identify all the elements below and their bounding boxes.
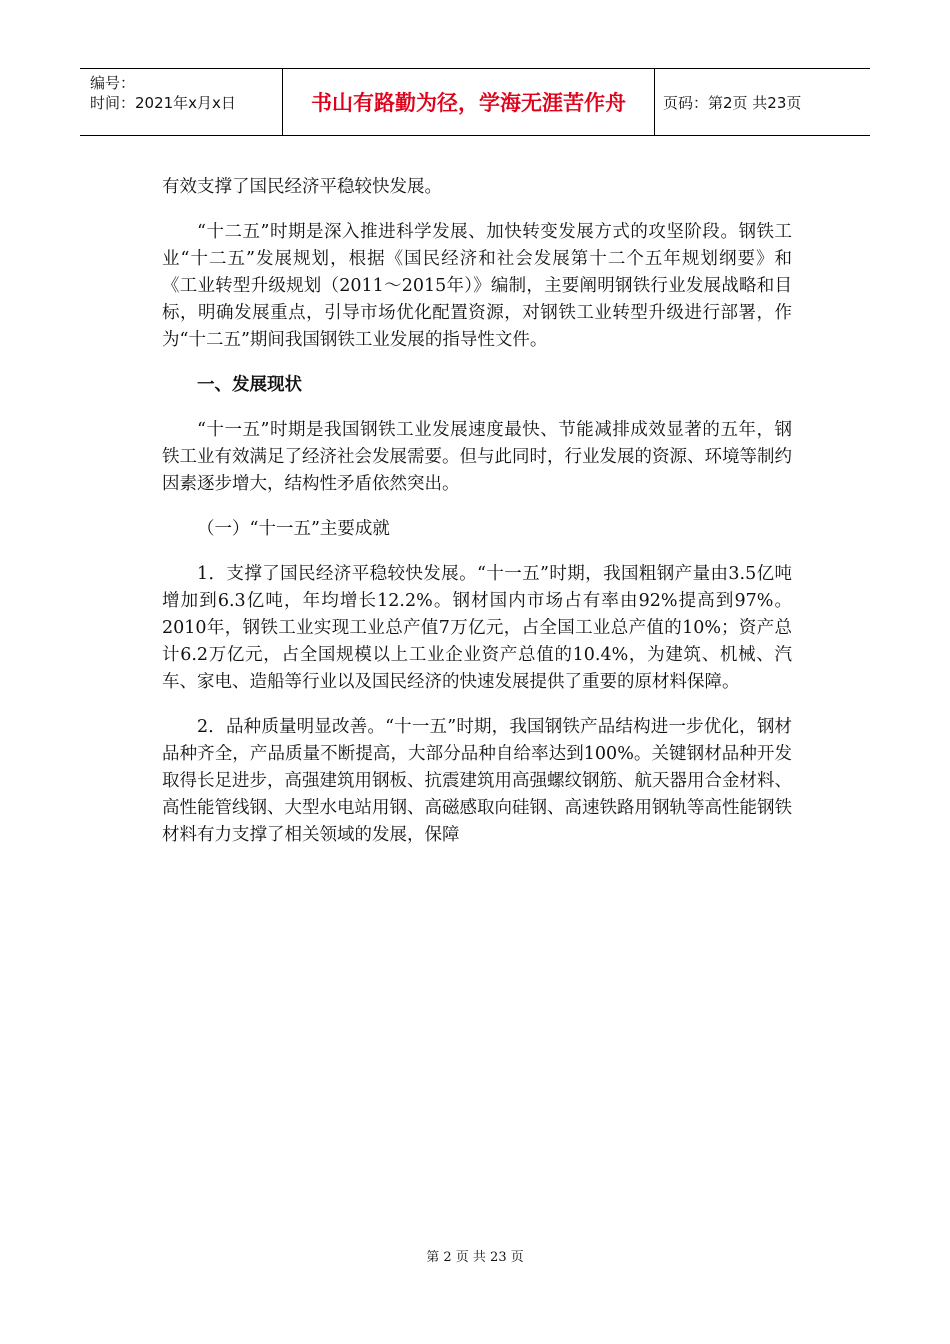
paragraph: 1．支撑了国民经济平稳较快发展。“十一五”时期，我国粗钢产量由3.5亿吨增加到6.3亿吨，年均增长12.2%。钢材国内市场占有率由92%提高到97%。2010年，钢铁工业实现工业总产值7万亿元，占全国工业总产值的10%；资产总计6.2万亿元，占全国规模以上工业企业资产总值的10.4%，为建筑、机械、汽车、家电、造船等行业以及国民经济的快速发展提供了重要的原材料保障。 [162,564,792,692]
header-motto: 书山有路勤为径，学海无涯苦作舟 [283,69,655,135]
header-meta [80,69,283,135]
document-number-label: 编号： [90,74,136,92]
document-date: 时间：2021年x月x日 [90,94,236,112]
page-header [80,68,870,136]
page-footer: 第 2 页 共 23 页 [426,1250,524,1265]
paragraph: 2．品种质量明显改善。“十一五”时期，我国钢铁产品结构进一步优化，钢材品种齐全，产品质量不断提高，大部分品种自给率达到100%。关键钢材品种开发取得长足进步，高强建筑用钢板、抗震建筑用高强螺纹钢筋、航天器用合金材料、高性能管线钢、大型水电站用钢、高磁感取向硅钢、高速铁路用钢轨等高性能钢铁材料有力支撑了相关领域的发展，保障 [162,717,792,845]
header-page-info: 页码：第2页 共23页 [663,93,802,112]
subsection-heading: （一）“十一五”主要成就 [197,519,390,539]
document-body [162,174,792,867]
section-heading: 一、发展现状 [197,375,302,395]
paragraph: “十一五”时期是我国钢铁工业发展速度最快、节能减排成效显著的五年，钢铁工业有效满足了经济社会发展需要。但与此同时，行业发展的资源、环境等制约因素逐步增大，结构性矛盾依然突出。 [162,420,792,494]
paragraph: 有效支撑了国民经济平稳较快发展。 [162,177,442,197]
paragraph: “十二五”时期是深入推进科学发展、加快转变发展方式的攻坚阶段。钢铁工业“十二五”发展规划，根据《国民经济和社会发展第十二个五年规划纲要》和《工业转型升级规划（2011～2015年）》编制，主要阐明钢铁行业发展战略和目标，明确发展重点，引导市场优化配置资源，对钢铁工业转型升级进行部署，作为“十二五”期间我国钢铁工业发展的指导性文件。 [162,222,792,350]
